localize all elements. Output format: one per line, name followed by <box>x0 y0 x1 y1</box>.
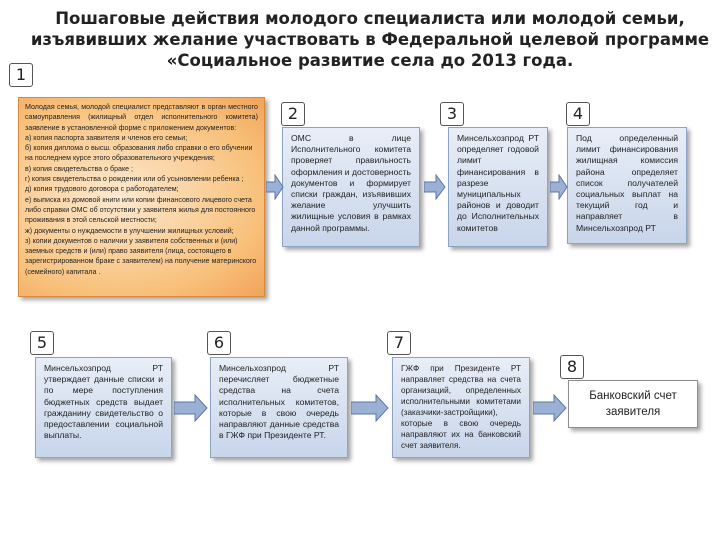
arrow-shape <box>424 175 445 199</box>
step-1-doc-a: а) копия паспорта заявителя и членов его семьи; <box>25 133 188 142</box>
arrow-step2-to-step3 <box>424 174 446 200</box>
step-7-text: ГЖФ при Президенте РТ направляет средства на счета организаций, определенных исполнительными комитетами (заказчики-застройщики), которые в свою очередь направляют их на банковский счет заявителя. <box>401 364 521 450</box>
step-1-box <box>18 97 265 297</box>
arrow-step3-to-step4 <box>550 174 568 200</box>
step-number-3: 3 <box>440 102 464 126</box>
step-8-text: Банковский счет заявителя <box>589 390 677 418</box>
step-1-doc-g: г) копия свидетельства о рождении или об усыновлении ребенка ; <box>25 175 244 184</box>
title-line-2: изъявивших желание участвовать в Федеральной целевой программе <box>30 30 710 49</box>
step-number-5: 5 <box>30 331 54 355</box>
step-2-box <box>282 127 420 247</box>
step-8-box <box>568 380 698 428</box>
arrow-step5-to-step6 <box>174 394 208 422</box>
title-line-1: Пошаговые действия молодого специалиста или молодой семьи, <box>55 9 685 28</box>
step-number-1: 1 <box>9 63 33 87</box>
step-5-box <box>35 357 172 458</box>
step-7-box <box>392 357 530 458</box>
step-1-doc-v: в) копия свидетельства о браке ; <box>25 164 134 173</box>
step-1-doc-b: б) копия диплома о высш. образования либо справки о его обучении на последнем курсе этого образовательного учреждения; <box>25 144 253 163</box>
step-number-4: 4 <box>566 102 590 126</box>
arrow-shape <box>550 175 567 199</box>
step-3-box <box>448 127 548 247</box>
arrow-step1-to-step2 <box>266 174 284 200</box>
step-2-text: ОМС в лице Исполнительного комитета проверяет правильность оформления и достоверность документов и формирует списки граждан, изъявивших желание улучшить жилищные условия в рамках данной программы. <box>291 133 411 233</box>
step-1-intro: Молодая семья, молодой специалист представляют в орган местного самоуправления (жилищный отдел исполнительного комитета) заявление в установленной форме с приложением документов: <box>25 103 258 132</box>
arrow-shape <box>266 175 283 199</box>
step-3-text: Минсельхозпрод РТ определяет годовой лимит финансирования в разрезе муниципальных районов и доводит до Исполнительных комитетов <box>457 133 539 233</box>
step-number-2: 2 <box>281 102 305 126</box>
arrow-shape <box>174 395 207 421</box>
step-1-doc-zh: ж) документы о нуждаемости в улучшении жилищных условий; <box>25 226 234 235</box>
arrow-shape <box>351 395 388 421</box>
step-1-doc-d: д) копия трудового договора с работодателем; <box>25 185 179 194</box>
step-4-text: Под определенный лимит финансирования жилищная комиссия района определяет список получателей социальных выплат на текущий год и направляет в Минсельхозпрод РТ <box>576 133 678 233</box>
arrow-step6-to-step7 <box>351 394 389 422</box>
step-1-doc-e: е) выписка из домовой книги или копии финансового лицевого счета либо справки ОМС об отсутствии у заявителя жилья для постоянного проживания в этой сельской местности; <box>25 195 256 225</box>
step-number-6: 6 <box>207 331 231 355</box>
page-title <box>30 8 710 71</box>
step-number-7: 7 <box>387 331 411 355</box>
step-6-text: Минсельхозпрод РТ перечисляет бюджетные средства на счета исполнительных комитетов, которые в свою очередь направляют данные средства в ГЖФ при Президенте РТ. <box>219 363 339 441</box>
step-6-box <box>210 357 348 458</box>
step-1-doc-z: з) копии документов о наличии у заявителя собственных и (или) заемных средств и (или) право заявителя (лица, состоящего в зарегистрированном браке с заявителем) на получение материнского (семейного) капитала . <box>25 236 257 276</box>
title-line-3: «Социальное развитие села до 2013 года. <box>166 51 574 70</box>
step-4-box <box>567 127 687 244</box>
arrow-step7-to-step8 <box>533 394 567 422</box>
step-5-text: Минсельхозпрод РТ утверждает данные списки и по мере поступления бюджетных средств выдает гражданину свидетельство о предоставлении социальной выплаты. <box>44 363 163 441</box>
arrow-shape <box>533 395 566 421</box>
step-number-8: 8 <box>560 355 584 379</box>
